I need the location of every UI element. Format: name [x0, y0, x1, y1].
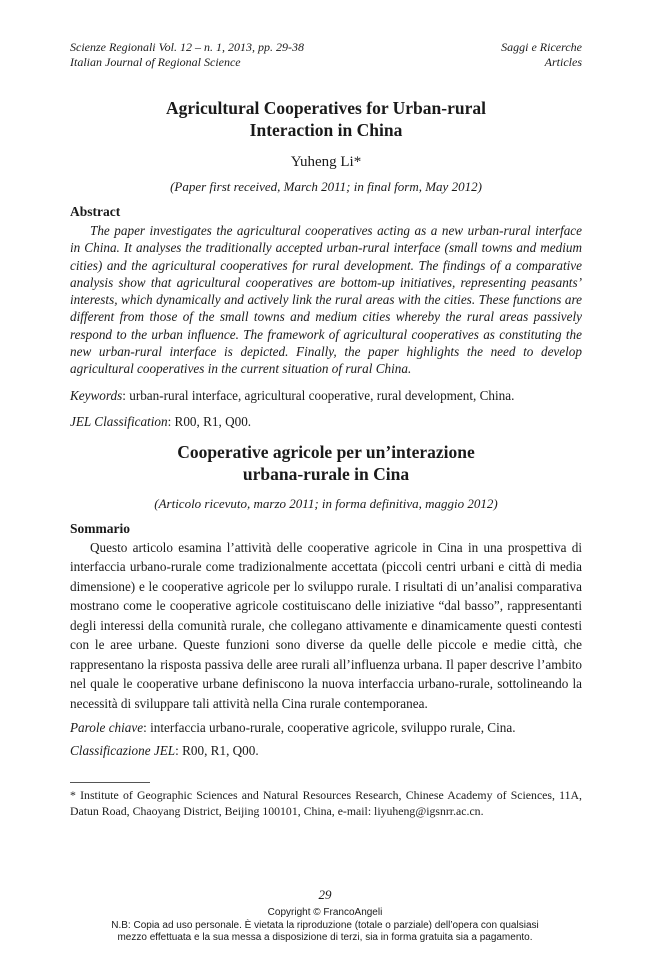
journal-info: [70, 40, 304, 70]
copyright-line1: Copyright © FrancoAngeli: [267, 907, 383, 918]
journal-subtitle: Italian Journal of Regional Science: [70, 55, 241, 69]
journal-line: Scienze Regionali Vol. 12 – n. 1, 2013, pp. 29-38: [70, 40, 304, 54]
english-keywords: [70, 387, 582, 404]
english-title-line2: Interaction in China: [249, 120, 403, 140]
page-number: 29: [318, 887, 332, 902]
author-name: Yuheng Li*: [290, 154, 362, 170]
parole-chiave-label: Parole chiave: [70, 720, 144, 736]
italian-title: [70, 441, 582, 485]
summary-text: Questo articolo esamina l’attività delle cooperative agricole in Cina in una prospettiva di interfaccia urbano-rurale come tradizionalmente accettata (piccoli centri urbani e città di media dimensione) e le cooperative agricole per lo sviluppo rurale. I risultati di un’analisi comparativa mostrano come le cooperative agricole costituiscano delle iniziative “dal basso”, rappresentanti degli interessi della comunità rurale, che collegano attivamente e dinamicamente questi contesti con le aree urbane. Queste funzioni sono diverse da quelle delle piccole e medie città, che rappresentano la risposta passiva delle aree rurali all’influenza urbana. Il paper descrive l’ambito nel quale le cooperative urbane definiscono la nuova interfaccia urbano-rurale, sottolineando la necessità di sviluppare tali attività nella Cina rurale contemporanea.: [70, 539, 582, 711]
classificazione-jel-text: : R00, R1, Q00.: [175, 743, 259, 759]
italian-received-dates: (Articolo ricevuto, marzo 2011; in forma definitiva, maggio 2012): [154, 495, 498, 511]
section-line: Saggi e Ricerche: [501, 40, 582, 54]
author-footnote: * Institute of Geographic Sciences and Natural Resources Research, Chinese Academy of Sciences, 11A, Datun Road, Chaoyang District, Beijing 100101, China, e-mail: liyuheng@igsnrr.ac.cn.: [70, 788, 582, 818]
italian-jel: [70, 742, 582, 759]
italian-title-line2: urbana-rurale in Cina: [242, 463, 410, 484]
copyright-line2: N.B: Copia ad uso personale. È vietata la riproduzione (totale o parziale) dell’opera con qualsiasi: [111, 919, 539, 931]
section-subtitle: Articles: [544, 55, 582, 69]
abstract-text: The paper investigates the agricultural cooperatives acting as a new urban-rural interface in China. It analyses the traditionally accepted urban-rural interface (small towns and medium cities) and the agricultural cooperatives for rural development. The findings of a comparative analysis show that agricultural cooperatives are bottom-up initiatives, representing peasants’ interests, which dynamically and actively link the rural areas with the cities. These functions are different from those of the small towns and medium cities whereby the rural areas passively respond to the urban influence. The framework of agricultural cooperatives as constituting the new urban-rural interface is depicted. Finally, the paper highlights the need to develop agricultural cooperatives in the current situation of rural China.: [70, 223, 582, 377]
english-title-line1: Agricultural Cooperatives for Urban-rural: [166, 98, 486, 118]
jel-label: JEL Classification: [70, 413, 168, 429]
abstract-heading: Abstract: [70, 204, 121, 219]
footnote-divider: [70, 782, 150, 783]
english-jel: [70, 413, 582, 430]
italian-keywords: [70, 719, 582, 736]
italian-title-line1: Cooperative agricole per un’interazione: [177, 441, 475, 462]
copyright-notice: [0, 907, 650, 945]
summary-heading: Sommario: [70, 520, 130, 536]
article-page: [70, 40, 582, 819]
keywords-text: : urban-rural interface, agricultural cooperative, rural development, China.: [122, 387, 515, 403]
parole-chiave-text: : interfaccia urbano-rurale, cooperative agricole, sviluppo rurale, Cina.: [143, 720, 516, 736]
copyright-line3: mezzo effettuata e la sua messa a disposizione di terzi, sia in forma gratuita sia a pagamento.: [117, 932, 533, 943]
keywords-label: Keywords: [70, 387, 123, 403]
section-info: [501, 40, 582, 70]
running-header: [70, 40, 582, 70]
classificazione-jel-label: Classificazione JEL: [70, 743, 176, 759]
english-received-dates: (Paper first received, March 2011; in final form, May 2012): [170, 179, 482, 194]
jel-text: : R00, R1, Q00.: [167, 413, 252, 429]
english-title: [70, 97, 582, 141]
